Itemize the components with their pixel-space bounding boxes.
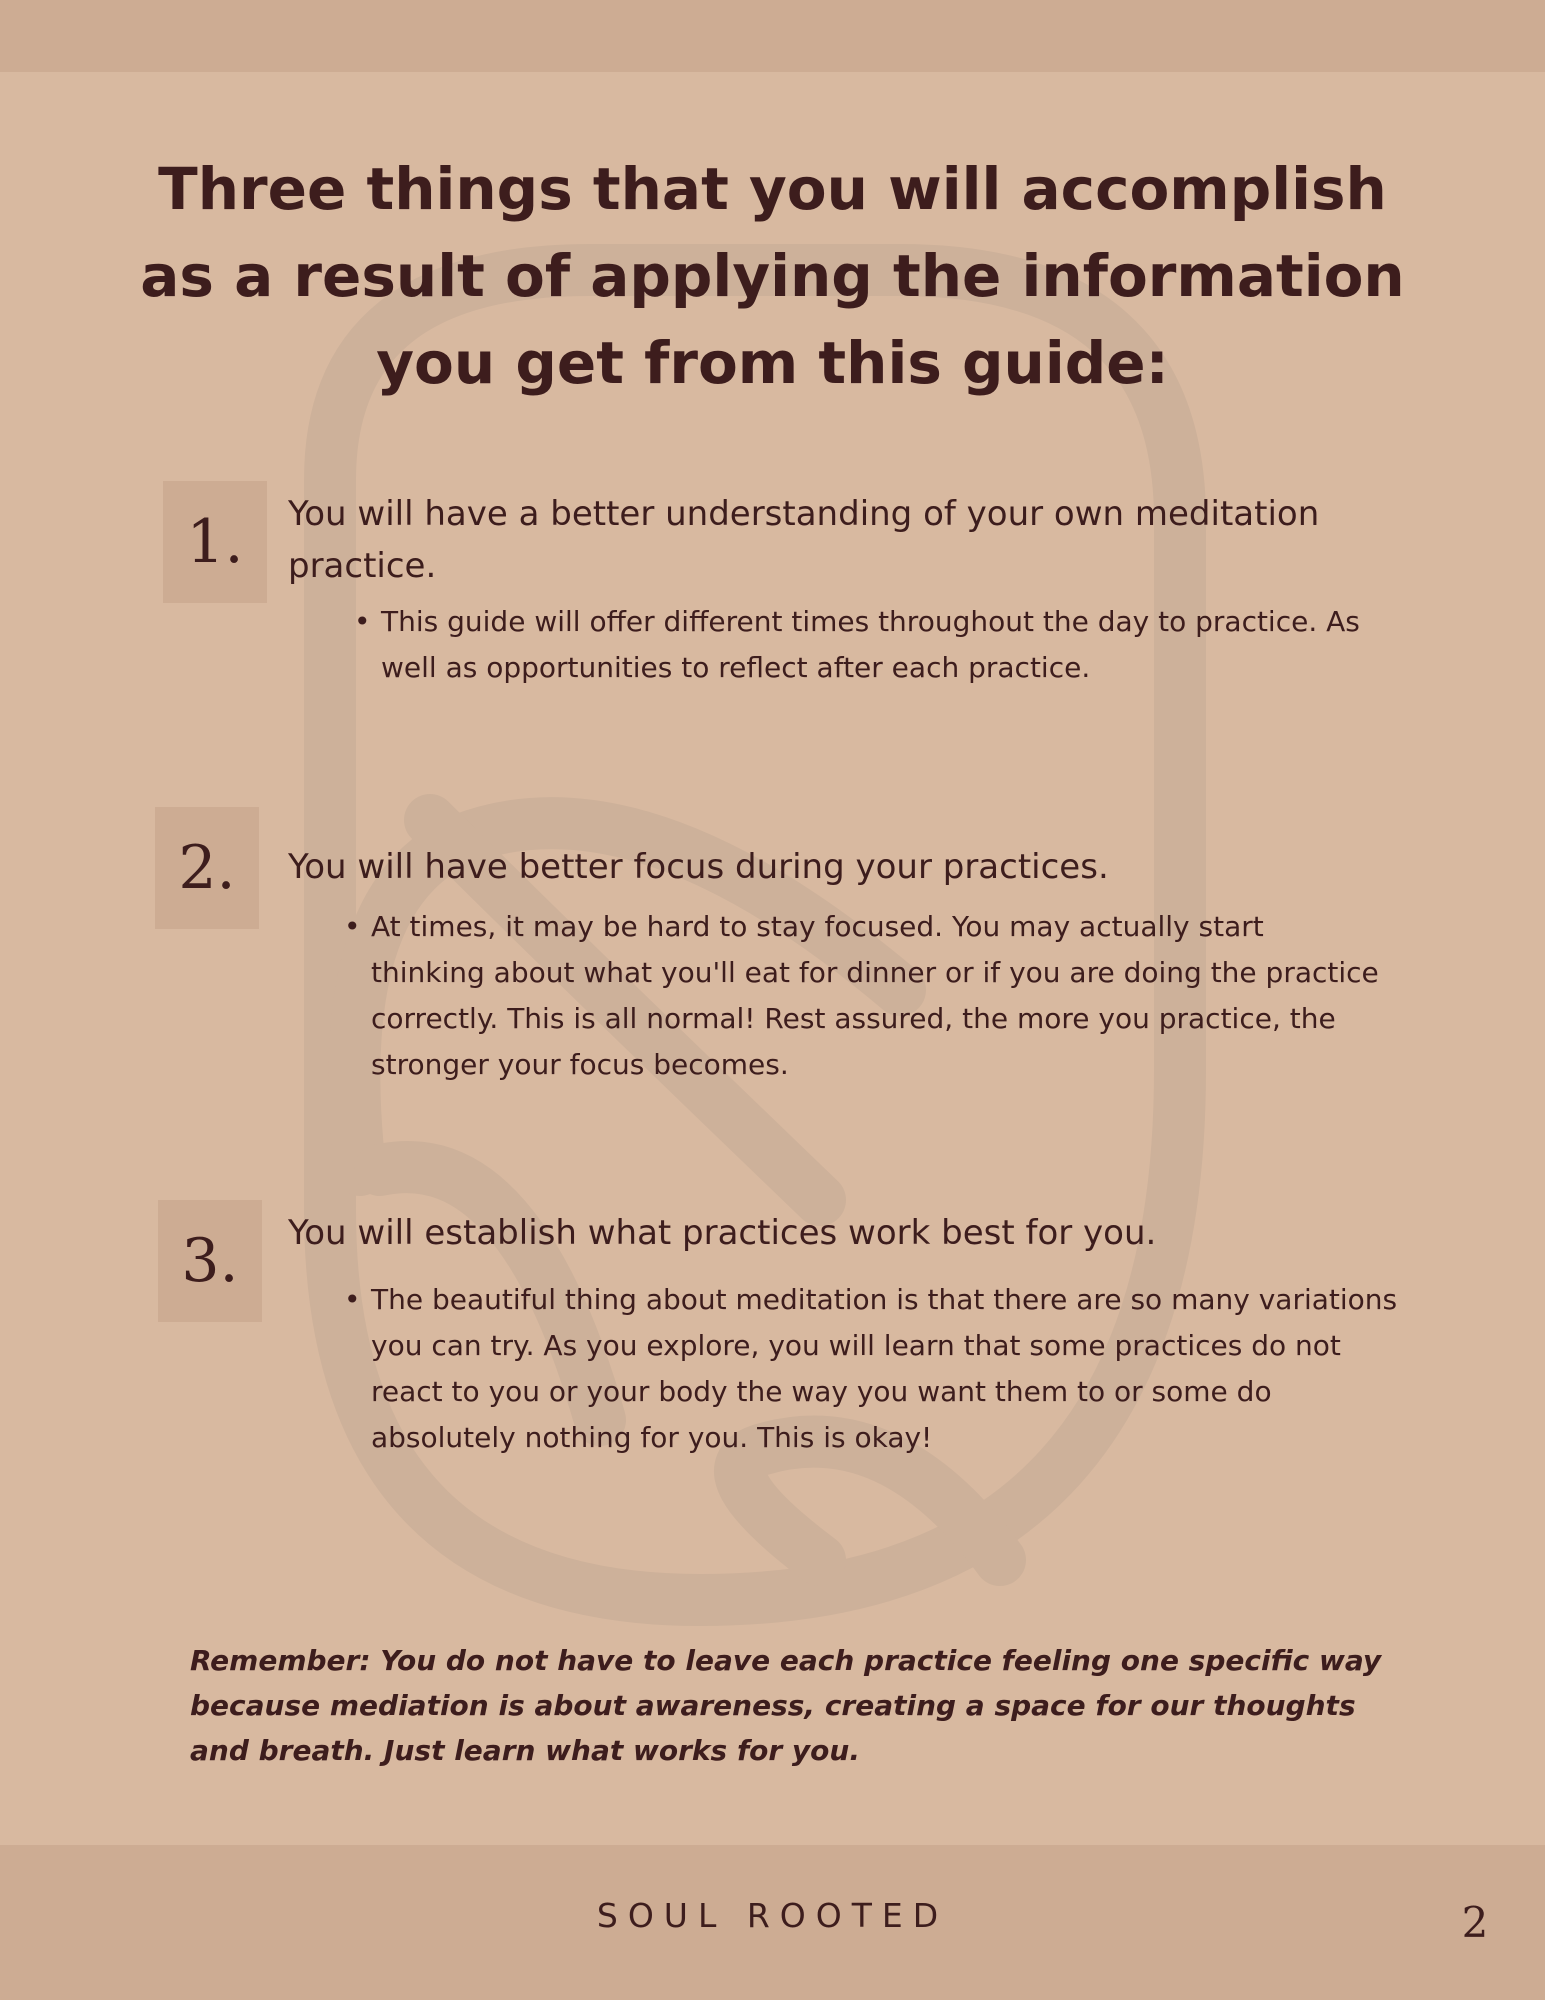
- bullet-icon: •: [344, 1283, 361, 1316]
- item-3-detail: [344, 1277, 1421, 1461]
- page-number: 2: [1461, 1898, 1489, 1947]
- item-1-heading: You will have a better understanding of your own meditation practice.: [288, 494, 1320, 586]
- item-1-detail: [354, 599, 1416, 691]
- page-title: Three things that you will accomplish as a result of applying the information you get from this guide:: [140, 155, 1405, 397]
- item-1-detail-list: [354, 599, 1416, 691]
- item-3-detail-text: The beautiful thing about meditation is that there are so many variations you can try. As you explore, you will learn that some practices do not react to you or your body the way you want them to or some do absolutely nothing for you. This is okay!: [371, 1283, 1398, 1454]
- item-1-number: 1.: [163, 481, 267, 603]
- item-3-detail-list: [344, 1277, 1421, 1461]
- item-2-number: 2.: [155, 807, 259, 929]
- bullet-icon: •: [354, 605, 371, 638]
- remember-note: Remember: You do not have to leave each practice feeling one specific way because mediation is about awareness, creating a space for our thoughts and breath. Just learn what works for you.: [190, 1644, 1382, 1767]
- item-2-heading: You will have better focus during your practices.: [288, 847, 1109, 887]
- top-band: [0, 0, 1545, 72]
- item-3-number: 3.: [158, 1200, 262, 1322]
- item-1-detail-text: This guide will offer different times throughout the day to practice. As well as opportunities to reflect after each practice.: [381, 605, 1360, 684]
- item-2-detail-list: [344, 904, 1381, 1088]
- item-3-heading: You will establish what practices work best for you.: [288, 1213, 1157, 1253]
- item-2-detail-text: At times, it may be hard to stay focused. You may actually start thinking about what you'll eat for dinner or if you are doing the practice correctly. This is all normal! Rest assured, the more you practice, the stronger your focus becomes.: [371, 910, 1379, 1081]
- item-2-detail: [344, 904, 1381, 1088]
- brand-name: SOUL ROOTED: [596, 1896, 949, 1935]
- bullet-icon: •: [344, 910, 361, 943]
